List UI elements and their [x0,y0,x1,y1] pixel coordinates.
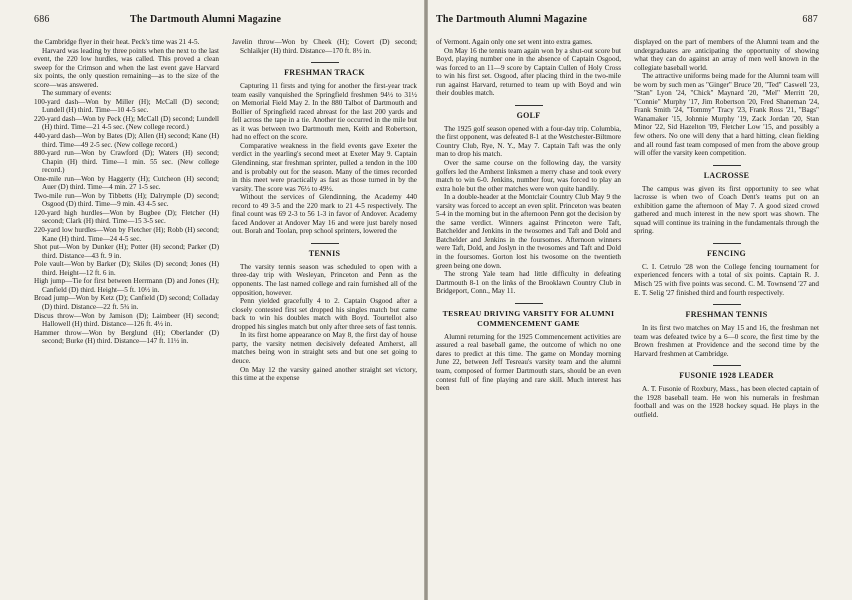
column-3 [436,38,621,420]
paragraph: of Vermont. Again only one set went into extra games. [436,38,593,46]
paragraph: Harvard was leading by three points when the next to the last event, the 220 low hurdles, was called. This proved a clean sweep for the Crimson and when the last event gave Harvard six points, the only question remaining—as to the size of the score—was answered. [34,46,219,89]
section-heading-text: FUSONIE 1928 LEADER [679,371,774,381]
result-entry: 220-yard dash—Won by Peck (H); McCall (D) second; Lundell (H) third. Time—21 4-5 sec. (New college record.) [34,114,219,132]
running-head-left [34,14,416,32]
section-heading [634,243,819,259]
section-heading [232,243,417,259]
section-heading-text: FRESHMAN TENNIS [685,310,768,320]
paragraph: Comparative weakness in the field events gave Exeter the verdict in the yearling's second meet at Exeter May 9. Captain Glendinning, star freshman sprinter, pulled a tendon in the 100 and is probably out for the season. Many of the times recorded in this meet were practically as fast as those turned in by the varsity. The score was 76½ to 49½. [232,141,417,193]
result-entry: 120-yard high hurdles—Won by Bugbee (D); Fletcher (H) second; Clark (H) third. Time—15 3-5 sec. [34,208,219,226]
result-entry: 100-yard dash—Won by Miller (H); McCall (D) second; Lundell (H) third. Time—10 4-5 sec. [34,97,219,115]
paragraph: Capturing 11 firsts and tying for another the first-year track team easily vanquished the Springfield freshmen 94½ to 31½ on Memorial Field May 2. In the 880 Talbot of Dartmouth and Bollier of Springfield raced abreast for the last 200 yards and fell across the tape in a tie. Another tie occurred in the mile but as it was between two Dartmouth men, Keith and Robertson, had no effect on the score. [232,82,417,142]
result-entry: 440-yard dash—Won by Bates (D); Allen (H) second; Kane (H) third. Time—49 2-5 sec. (New college record.) [34,132,219,149]
section-heading [436,303,621,329]
section-heading [436,105,621,121]
paragraph: Alumni returning for the 1925 Commencement activities are assured a real baseball game, the outcome of which no one dares to predict at this time. The game on Monday morning June 22, between Jeff Tesreau's varsity team and the alumni team, composed of former Dartmouth stars, should be an even contest full of fine playing and rare skill. Much interest has been [436,332,621,393]
paragraph: The strong Yale team had little difficulty in defeating Dartmouth 8-1 on the links of the Brooklawn Country Club in Bridgeport, Conn., May 11. [436,270,621,296]
paragraph: A. T. Fusonie of Roxbury, Mass., has been elected captain of the 1928 baseball team. He won his numerals in freshman football and was on the 1928 hockey squad. He plays in the outfield. [634,385,819,419]
heading-rule [713,304,741,305]
section-heading-text: LACROSSE [703,170,750,180]
result-entry: 220-yard low hurdles—Won by Fletcher (H); Robb (H) second; Kane (H) third. Time—24 4-5 sec. [34,226,219,243]
result-entry: Broad jump—Won by Ketz (D); Canfield (D) second; Colladay (D) third. Distance—22 ft. 5¾ in. [34,294,219,311]
paragraph: Without the services of Glendinning, the Academy 440 record to 49 3-5 and the 220 mark to 21 4-5 respectively. The final count was 69 2-3 to 56 1-3 in favor of Andover. Academy faced Andover at Andover May 16 and were just barely nosed out. Borah and Toolan, prep school sprinters, lowered the [232,193,417,236]
paragraph: On May 12 the varsity gained another straight set victory, this time at the expense [232,365,417,383]
heading-rule [311,62,339,63]
column-4 [634,38,819,420]
result-entry: Hammer throw—Won by Berglund (H); Oberlander (D) second; Burke (H) third. Distance—147 ft. 11½ in. [34,328,219,346]
magazine-title-right: The Dartmouth Alumni Magazine [436,14,588,25]
section-heading [634,365,819,381]
paragraph: C. I. Cetrulo '28 won the College fencing tournament for experienced fencers with a total of six points. Captain R. J. Misch '25 with five points was second. C. M. Townsend '27 and E. T. Selig '27 finished third and fourth respectively. [634,262,819,297]
page-left [0,0,424,600]
column-1 [34,38,219,383]
result-entry: High jump—Tie for first between Herrmann (D) and Jones (H); Canfield (D) third. Height—5 ft. 10½ in. [34,277,219,294]
paragraph: Penn yielded gracefully 4 to 2. Captain Osgood after a closely contested first set dropped his singles match but came back to win his doubles match with Boyd. Tourtellot also dropped his singles match but only after three sets of fast tennis. [232,297,417,331]
result-entry: Two-mile run—Won by Tibbetts (H); Dalrymple (D) second; Osgood (D) third. Time—9 min. 43 4-5 sec. [34,191,219,209]
paragraph: the Cambridge flyer in their heat. Peck's time was 21 4-5. [34,38,200,46]
result-entry: Shot put—Won by Dunker (H); Potter (H) second; Parker (D) third. Distance—43 ft. 9 in. [34,243,219,260]
page-right [428,0,852,600]
paragraph: The 1925 golf season opened with a four-day trip. Columbia, the first opponent, was defeated 8-1 at the Westchester-Biltmore Country Club, Rye, N. Y., May 7. Captain Taft was the only man to drop his match. [436,124,621,159]
section-heading [232,62,417,78]
heading-rule [713,365,741,366]
running-head-right [436,14,818,32]
heading-rule [515,303,543,304]
heading-rule [713,243,741,244]
page-number-right: 687 [802,14,818,25]
section-heading-text: TESREAU DRIVING VARSITY FOR ALUMNI COMMENCEMENT GAME [442,308,615,328]
paragraph: displayed on the part of members of the Alumni team and the undergraduates are anticipating the opportunity of showing what they can do against an array of men well known in the collegiate baseball world. [634,38,819,72]
section-heading-text: GOLF [516,110,541,120]
heading-rule [713,165,741,166]
result-entry: 880-yard run—Won by Crawford (D); Waters (H) second; Chapin (H) third. Time—1 min. 55 sec. (New college record.) [34,149,219,175]
result-entry: One-mile run—Won by Haggerty (H); Cutcheon (H) second; Auer (D) third. Time—4 min. 27 1-5 sec. [34,174,219,192]
section-heading-text: FENCING [707,248,746,258]
paragraph: In its first home appearance on May 8, the first day of house party, the varsity netmen decisively defeated Amherst, all matches being won in straight sets and but one set going to deuce. [232,331,417,365]
paragraph: The varsity tennis season was scheduled to open with a three-day trip with Wesleyan, Princeton and Penn as the opponents. The last named college and rain furnished all of the opposition, however. [232,262,417,297]
section-heading-text: FRESHMAN TRACK [284,68,365,78]
heading-rule [515,105,543,106]
paragraph: In a double-header at the Montclair Country Club May 9 the varsity was forced to accept an even split. Princeton was beaten 5-4 in the morning but in the afternoon Penn got the decision by the same verdict. Winners against Princeton were Taft, Batchelder and Jenkins in the twosomes and Taft and Dold and Batchelder and Jenkins in the foursomes. Afternoon winners were Taft, Dold, and Joslyn in the twosomes and Taft and Dold in the foursomes. Gorton lost his twosome on the twentieth green being one down. [436,193,621,270]
result-entry: Javelin throw—Won by Cheek (H); Covert (D) second; Schlaikjer (H) third. Distance—170 ft. 8½ in. [232,38,417,55]
paragraph: The campus was given its first opportunity to see what lacrosse is when two of Coach Dent's teams put on an exhibition game the afternoon of May 7. A good sized crowd gathered and much interest in the new sport was shown. The squad will continue its training in the fundamentals through the spring. [634,184,819,236]
paragraph: In its first two matches on May 15 and 16, the freshman net team was defeated twice by a 6—0 score, the first time by the Brown freshmen at Providence and the second time by the Harvard freshmen at Cambridge. [634,324,819,358]
paragraph: The attractive uniforms being made for the Alumni team will be worn by such men as "Ginger" Bruce '20, "Ted" Caswell '23, "Stan" Lyon '24, "Chick" Maynard '20, "Mel" Merritt '20, "Connie" Murphy '17, Jim Robertson '20, Fred Shaneman '24, Frank Smith '24, "Tommy" Tracy '23, Frank Ross '21, "Bags" Wanamaker '15, Johnnie Murphy '19, Zack Jordan '20, Stan Minor '22, Sid Hazelton '09, Fletcher Low '15, and possibly a few others. No one will deny that a hard hitting, clean fielding and all round fast team composed of men from the above group will offer the varsity keen competition. [634,72,819,158]
column-2 [232,38,417,383]
paragraph: The summary of events: [42,89,112,98]
section-heading-text: TENNIS [308,248,341,258]
section-heading [634,304,819,320]
paragraph: Over the same course on the following day, the varsity golfers led the Amherst linksmen a merry chase and took every match to win 6-0. Jenkins, number four, was forced to play an extra hole but the other matches were won quite handily. [436,159,621,193]
paragraph: On May 16 the tennis team again won by a shut-out score but Boyd, playing number one in the absence of Captain Osgood, was forced to an 11—9 score by Captain Cullen of Holy Cross to win his first set. Osgood, after placing third in the two-mile run against Harvard, returned to team up with Boyd and win their doubles match. [436,46,621,98]
heading-rule [311,243,339,244]
magazine-title-left: The Dartmouth Alumni Magazine [130,14,282,25]
page-number-left: 686 [34,14,50,25]
section-heading [634,165,819,181]
result-entry: Pole vault—Won by Barker (D); Skiles (D) second; Jones (H) third. Height—12 ft. 6 in. [34,260,219,277]
result-entry: Discus throw—Won by Jamison (D); Laimbeer (H) second; Hallowell (H) third. Distance—126 ft. 4½ in. [34,311,219,329]
